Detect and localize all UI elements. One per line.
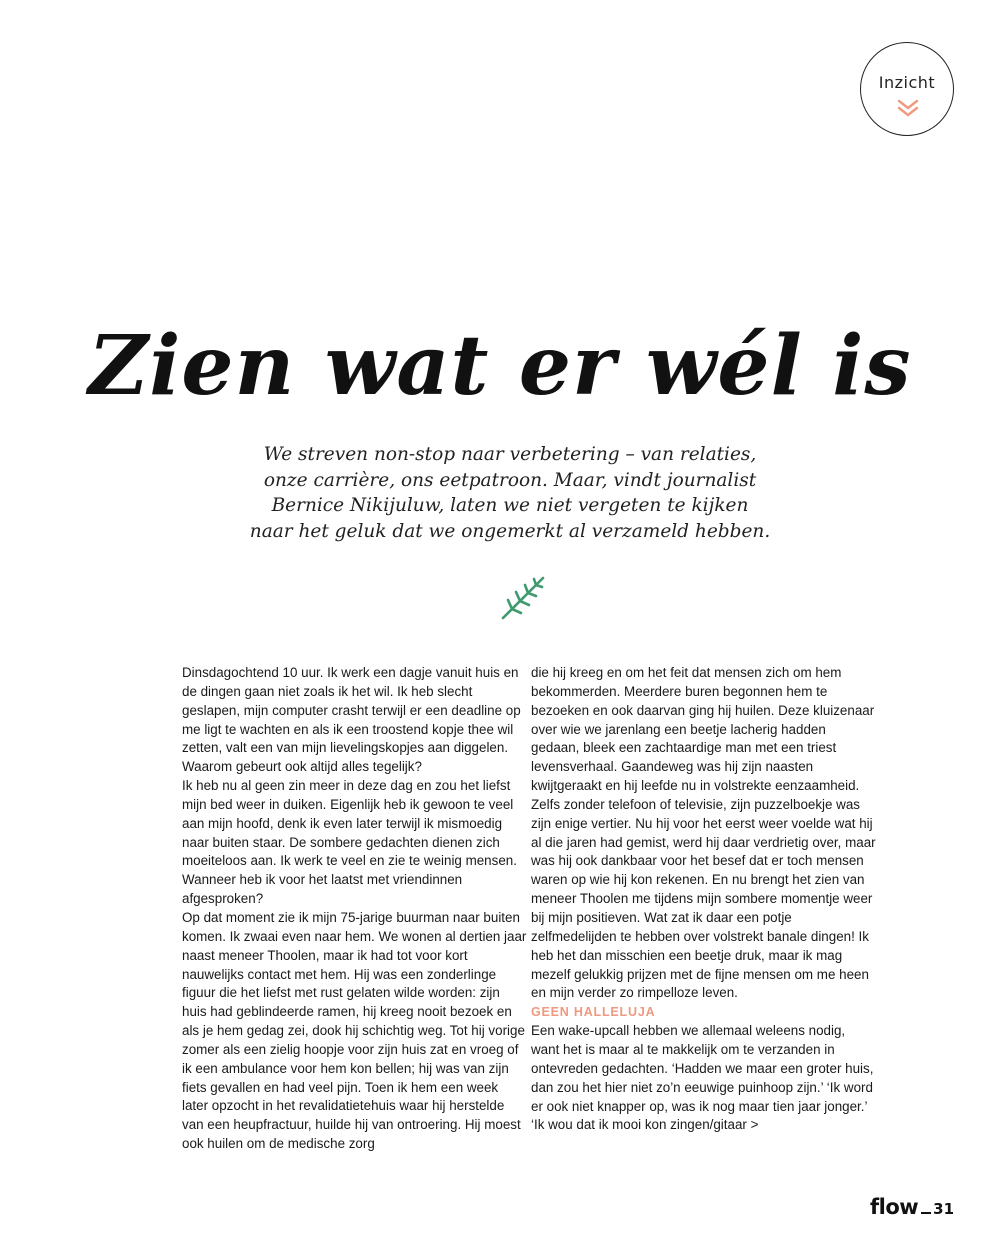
body-paragraph: Ik heb nu al geen zin meer in deze dag en zou het liefst mijn bed weer in duiken. Eigenlijk heb ik gewoon te veel aan mijn hoofd, denk ik even later terwijl ik mismoedig naar buiten staar. De sombere gedachten dienen zich moeiteloos aan. Ik werk te veel en zie te weinig mensen. Wanneer heb ik voor het laatst met vriendinnen afgesproken? bbox=[182, 778, 517, 907]
intro-line: naar het geluk dat we ongemerkt al verzameld hebben. bbox=[249, 520, 771, 542]
section-badge-label: Inzicht bbox=[878, 73, 936, 92]
page-number: 31 bbox=[933, 1200, 955, 1218]
magazine-logo: flow bbox=[870, 1195, 919, 1219]
body-paragraph: die hij kreeg en om het feit dat mensen zich om hem bekommerden. Meerdere buren begonnen hem te bezoeken en ook daarvan ging hij huilen. Deze kluizenaar over wie we jarenlang een beetje lacherig hadden gedaan, bleek een zachtaardige man met een triest levensverhaal. Gaandeweg was hij zijn naasten kwijtgeraakt en hij leefde nu in volstrekte eenzaamheid. Zelfs zonder telefoon of televisie, zijn puzzelboekje was zijn enige vertier. Nu hij voor het eerst weer voelde wat hij al die jaren had gemist, werd hij daar verdrietig over, maar was hij ook dankbaar voor het besef dat er toch mensen waren op wie hij kon rekenen. En nu brengt het zien van meneer Thoolen me tijdens mijn sombere momentje weer bij mijn positieven. Wat zat ik daar een potje zelfmedelijden te hebben over volstrekt banale dingen! Ik heb het dan misschien een beetje druk, maar ik mag mezelf gelukkig prijzen met de fijne mensen om me heen en mijn verder zo rimpelloze leven. bbox=[531, 665, 876, 1001]
body-column-right bbox=[531, 664, 876, 1135]
footer-divider bbox=[921, 1212, 931, 1214]
intro-line: We streven non-stop naar verbetering – van relaties, bbox=[263, 444, 757, 465]
page-footer bbox=[870, 1195, 954, 1219]
body-paragraph: Dinsdagochtend 10 uur. Ik werk een dagje vanuit huis en de dingen gaan niet zoals ik het wil. Ik heb slecht geslapen, mijn computer crasht terwijl er een deadline op me ligt te wachten en als ik een troostend kopje thee wil zetten, valt een van mijn lievelingskopjes aan diggelen. Waarom gebeurt ook altijd alles tegelijk? bbox=[182, 665, 521, 775]
section-subhead: GEEN HALLELUJA bbox=[531, 1005, 656, 1020]
continue-marker: > bbox=[750, 1117, 759, 1133]
body-column-left bbox=[182, 664, 527, 1154]
intro-line: Bernice Nikijuluw, laten we niet vergeten te kijken bbox=[271, 495, 749, 516]
sprig-icon bbox=[500, 575, 546, 621]
section-badge bbox=[860, 42, 954, 136]
article-title: Zien wat er wél is bbox=[88, 318, 912, 414]
body-paragraph bbox=[531, 1022, 876, 1135]
body-paragraph-text: Een wake-upcall hebben we allemaal weleens nodig, want het is maar al te makkelijk om te verzanden in ontevreden gedachten. ‘Hadden we maar een groter huis, dan zou het hier niet zo’n eeuwige puinhoop zijn.’ ‘Ik word er ook niet knapper op, was ik nog maar tien jaar jonger.’ ‘Ik wou dat ik mooi kon zingen/gitaar bbox=[531, 1023, 874, 1133]
body-paragraph: Op dat moment zie ik mijn 75-jarige buurman naar buiten komen. Ik zwaai even naar hem. We wonen al dertien jaar naast meneer Thoolen, maar ik had tot voor kort nauwelijks contact met hem. Hij was een zonderlinge figuur die het liefst met rust gelaten wilde worden: zijn huis had geblindeerde ramen, hij kreeg nooit bezoek en als je hem gedag zei, dook hij schichtig weg. Tot hij vorige zomer als een zielig hoopje voor zijn huis zat en vroeg of ik een ambulance voor hem kon bellen; hij was van zijn fiets gevallen en had veel pijn. Toen ik hem een week later opzocht in het revalidatietehuis waar hij herstelde van een heupfractuur, huilde hij van ontroering. Hij moest ook huilen om de medische zorg bbox=[182, 909, 527, 1152]
article-intro bbox=[240, 442, 780, 544]
double-chevron-down-icon bbox=[897, 99, 919, 117]
intro-line: onze carrière, ons eetpatroon. Maar, vindt journalist bbox=[263, 469, 757, 491]
